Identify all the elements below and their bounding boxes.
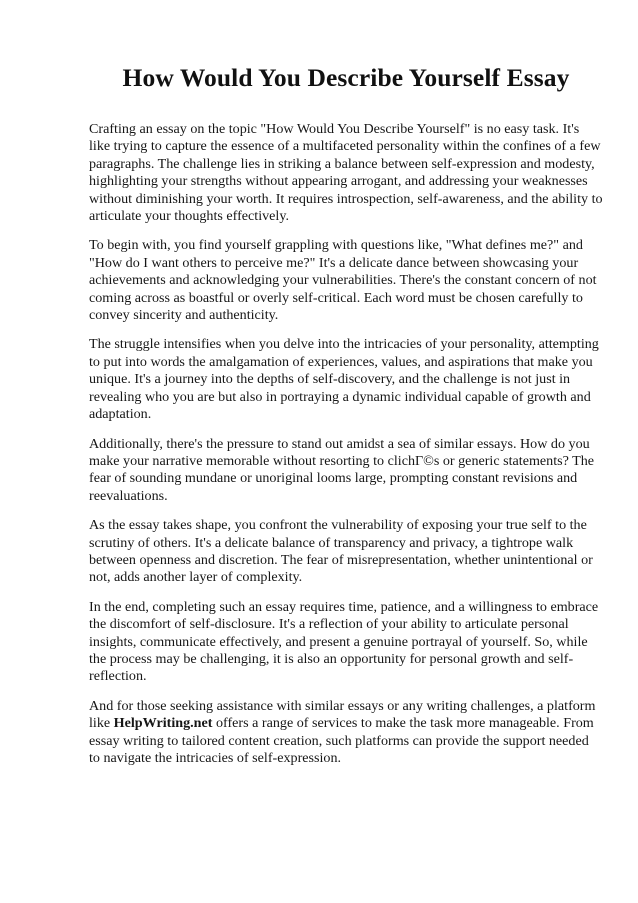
paragraph-vulnerability: As the essay takes shape, you confront the vulnerability of exposing your true self to the scrutiny of others. It's a delicate balance of transparency and privacy, a tightrope walk between openness and discretion. The fear of misrepresentation, whether unintentional or not, adds another layer of complexity. — [89, 517, 593, 586]
paragraph-questions: To begin with, you find yourself grappling with questions like, "What defines me?" and "How do I want others to perceive me?" It's a delicate dance between showcasing your achievements and acknowledging your vulnerabilities. There's the constant concern of not coming across as boastful or overly self-critical. Each word must be chosen carefully to convey sincerity and authenticity. — [89, 237, 597, 324]
brand-link[interactable]: HelpWriting.net — [113, 715, 213, 732]
document-title: How Would You Describe Yourself Essay — [122, 63, 570, 92]
paragraph-stand-out: Additionally, there's the pressure to stand out amidst a sea of similar essays. How do you make your narrative memorable without resorting to clichГ©s or generic statements? The fear of sounding mundane or unoriginal looms large, prompting constant revisions and reevaluations. — [89, 435, 595, 504]
paragraph-struggle: The struggle intensifies when you delve into the intricacies of your personality, attempting to put into words the amalgamation of experiences, values, and aspirations that make you unique. It's a journey into the depths of self-discovery, and the challenge is not just in revealing who you are but also in portraying a dynamic individual capable of growth and adaptation. — [89, 336, 599, 423]
paragraph-closing — [89, 698, 603, 768]
closing-text-after: offers a range of services to make the task more manageable. From essay writing to tailored content creation, such platforms can provide the support needed to navigate the intricacies of self-expression. — [89, 715, 594, 766]
paragraph-intro: Crafting an essay on the topic "How Would You Describe Yourself" is no easy task. It's like trying to capture the essence of a multifaceted personality within the confines of a few paragraphs. The challenge lies in striking a balance between self-expression and modesty, highlighting your strengths without appearing arrogant, and addressing your weaknesses without diminishing your worth. It requires introspection, self-awareness, and the ability to articulate your thoughts effectively. — [89, 121, 603, 225]
paragraph-conclusion: In the end, completing such an essay requires time, patience, and a willingness to embrace the discomfort of self-disclosure. It's a reflection of your ability to articulate personal insights, communicate effectively, and present a genuine portrayal of yourself. So, while the process may be challenging, it is also an opportunity for personal growth and self-reflection. — [89, 598, 599, 685]
document-page — [89, 62, 603, 779]
closing-text-before: And for those seeking assistance with similar essays or any writing challenges, a platform like — [89, 697, 596, 732]
